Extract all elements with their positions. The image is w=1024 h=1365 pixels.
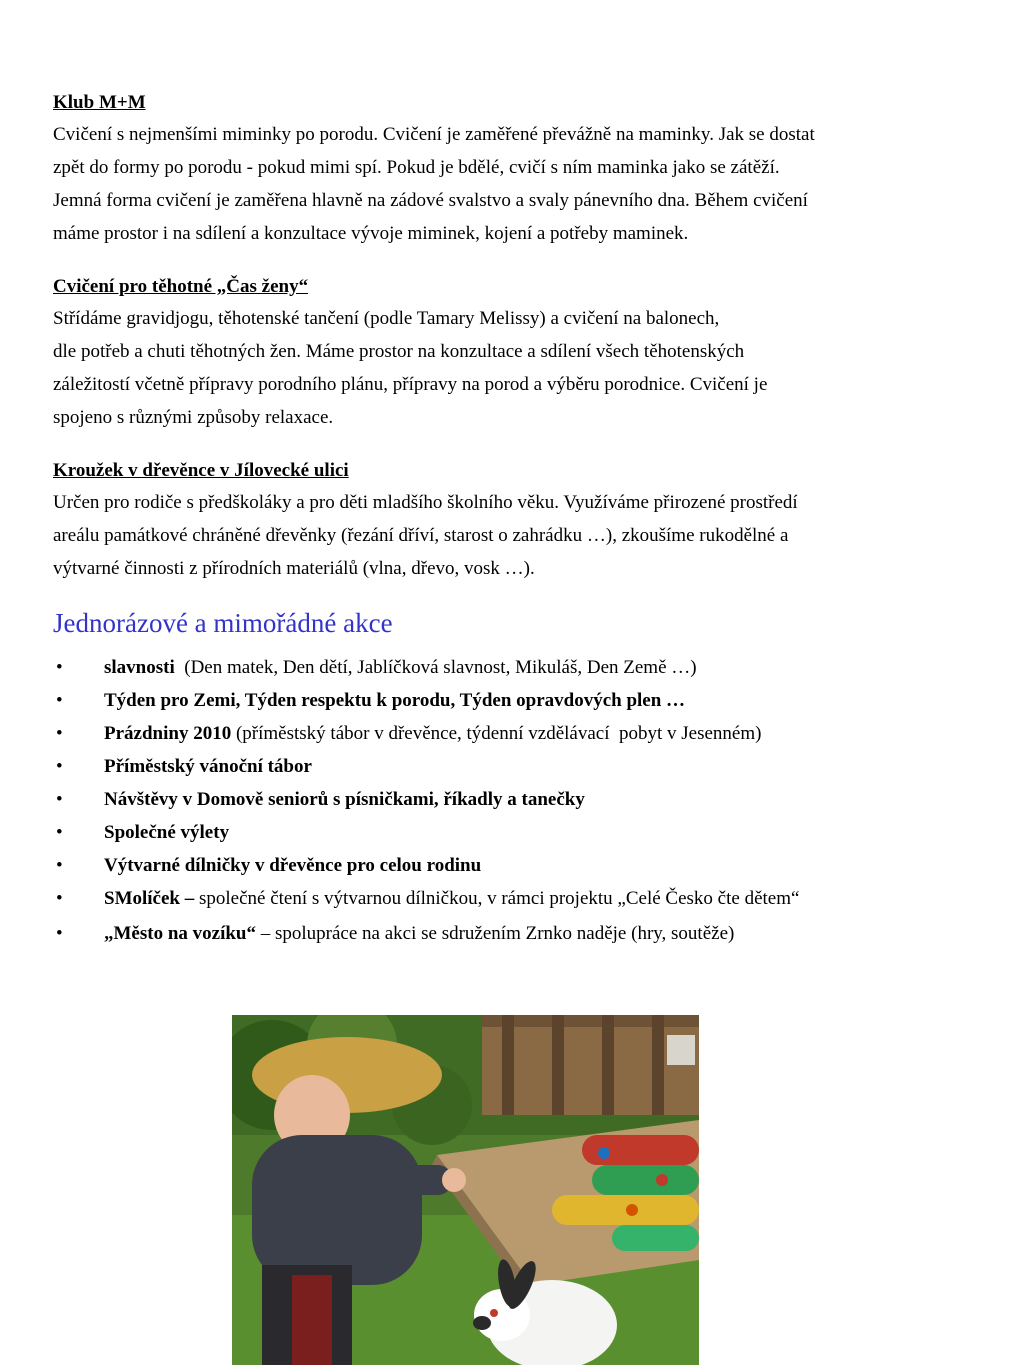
events-heading: Jednorázové a mimořádné akce [53, 608, 393, 638]
paragraph-line: Cvičení s nejmenšími miminky po porodu. Cvičení je zaměřené převážně na maminky. Jak se dostat [53, 124, 815, 145]
section-klub-mm [53, 88, 983, 250]
paragraph-line: máme prostor i na sdílení a konzultace vývoje miminek, kojení a potřeby maminek. [53, 223, 689, 244]
item-text: (příměstský tábor v dřevěnce, týdenní vzdělávací pobyt v Jesenném) [231, 723, 762, 744]
spacer [53, 250, 983, 272]
item-bold: Týden pro Zemi, Týden respektu k porodu, Týden opravdových plen … [104, 690, 686, 711]
item-text: (Den matek, Den dětí, Jablíčková slavnost, Mikuláš, Den Země …) [174, 657, 697, 678]
list-item [53, 816, 983, 849]
paragraph-line: Určen pro rodiče s předškoláky a pro děti mladšího školního věku. Využíváme přirozené prostředí [53, 492, 798, 513]
list-item [53, 684, 983, 717]
section-heading: Kroužek v dřevěnce v Jílovecké ulici [53, 460, 349, 481]
bullet-icon: • [56, 789, 63, 810]
section-heading: Cvičení pro těhotné „Čas ženy“ [53, 276, 309, 297]
bullet-icon: • [56, 888, 63, 909]
document-page [53, 88, 983, 950]
item-bold: Společné výlety [104, 822, 230, 843]
item-text: – spolupráce na akci se sdružením Zrnko naděje (hry, soutěže) [256, 923, 735, 944]
section-krouzek [53, 456, 983, 585]
photo-child-with-rabbit [232, 1015, 699, 1365]
list-item [53, 849, 983, 882]
paragraph-line: Jemná forma cvičení je zaměřena hlavně na zádové svalstvo a svaly pánevního dna. Během cvičení [53, 190, 808, 211]
paragraph-line: dle potřeb a chuti těhotných žen. Máme prostor na konzultace a sdílení všech těhotenských [53, 341, 745, 362]
paragraph-line: výtvarné činnosti z přírodních materiálů (vlna, dřevo, vosk …). [53, 558, 535, 579]
paragraph-line: areálu památkové chráněné dřevěnky (řezání dříví, starost o zahrádku …), zkoušíme rukodělné a [53, 525, 789, 546]
bullet-icon: • [56, 756, 63, 777]
item-bold: SMolíček – [104, 888, 195, 909]
item-bold: Příměstský vánoční tábor [104, 756, 312, 777]
section-paragraph [53, 486, 983, 585]
list-item [53, 882, 884, 917]
photo-illustration [232, 1015, 699, 1365]
section-cas-zeny [53, 272, 983, 434]
paragraph-line: Střídáme gravidjogu, těhotenské tančení (podle Tamary Melissy) a cvičení na balonech, [53, 308, 720, 329]
item-bold: Návštěvy v Domově seniorů s písničkami, říkadly a tanečky [104, 789, 585, 810]
paragraph-line: spojeno s různými způsoby relaxace. [53, 407, 334, 428]
section-paragraph [53, 302, 983, 434]
list-item [53, 783, 983, 816]
list-item [53, 750, 983, 783]
item-bold: slavnosti [104, 657, 175, 678]
item-text: společné čtení s výtvarnou dílničkou, v rámci projektu „Celé Česko čte dětem“ [194, 888, 800, 909]
item-bold: „Město na vozíku“ [104, 923, 256, 944]
bullet-icon: • [56, 723, 63, 744]
spacer [53, 434, 983, 456]
item-bold: Výtvarné dílničky v dřevěnce pro celou rodinu [104, 855, 482, 876]
bullet-icon: • [56, 657, 63, 678]
section-paragraph [53, 118, 983, 250]
bullet-icon: • [56, 822, 63, 843]
section-heading: Klub M+M [53, 92, 146, 113]
list-item [53, 651, 983, 684]
bullet-icon: • [56, 855, 63, 876]
item-bold: Prázdniny 2010 [104, 723, 232, 744]
bullet-icon: • [56, 923, 63, 944]
spacer [53, 585, 983, 603]
events-list [53, 651, 983, 950]
bullet-icon: • [56, 690, 63, 711]
paragraph-line: záležitostí včetně přípravy porodního plánu, přípravy na porod a výběru porodnice. Cvičení je [53, 374, 768, 395]
list-item [53, 717, 983, 750]
list-item [53, 917, 983, 950]
paragraph-line: zpět do formy po porodu - pokud mimi spí. Pokud je bdělé, cvičí s ním maminka jako se zátěží. [53, 157, 780, 178]
